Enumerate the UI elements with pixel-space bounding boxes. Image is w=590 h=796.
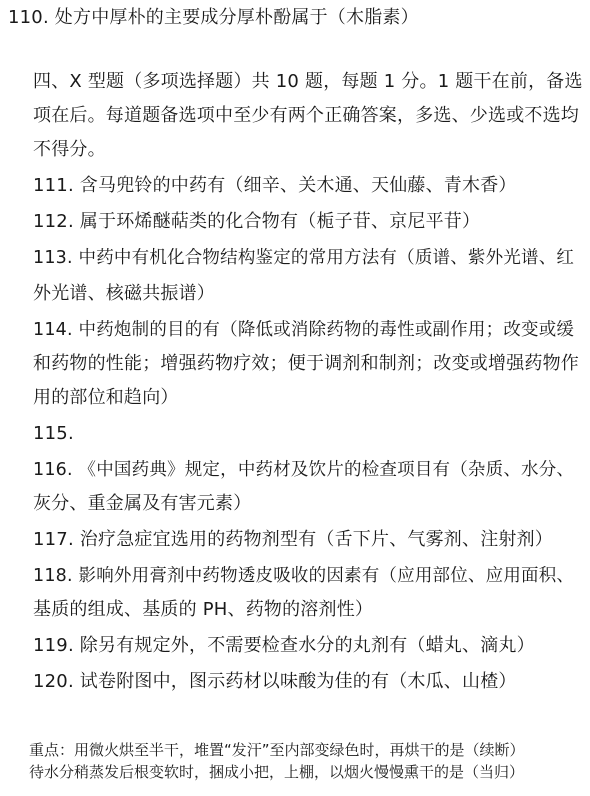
question-116-continued: 灰分、重金属及有害元素）	[33, 493, 252, 514]
question-114: 114. 中药炮制的目的有（降低或消除药物的毒性或副作用；改变或缓	[33, 320, 575, 340]
question-120: 120. 试卷附图中，图示药材以味酸为佳的有（木瓜、山楂）	[33, 671, 517, 692]
question-110: 110. 处方中厚朴的主要成分厚朴酚属于（木脂素）	[8, 7, 419, 28]
question-118: 118. 影响外用膏剂中药物透皮吸收的因素有（应用部位、应用面积、	[33, 566, 575, 586]
key-point-note-2: 待水分稍蒸发后根变软时，捆成小把，上棚，以烟火慢慢熏干的是（当归）	[29, 763, 525, 781]
question-113: 113. 中药中有机化合物结构鉴定的常用方法有（质谱、紫外光谱、红	[33, 248, 575, 268]
question-119: 119. 除另有规定外，不需要检查水分的丸剂有（蜡丸、滴丸）	[33, 635, 535, 656]
question-114-continued-1: 和药物的性能；增强药物疗效；便于调剂和制剂；改变或增强药物作	[33, 353, 579, 374]
key-point-note-1: 重点：用微火烘至半干，堆置“发汗”至内部变绿色时，再烘干的是（续断）	[29, 741, 525, 759]
question-117: 117. 治疗急症宜选用的药物剂型有（舌下片、气雾剂、注射剂）	[33, 529, 553, 550]
section-instructions-line-2: 项在后。每道题备选项中至少有两个正确答案，多选、少选或不选均	[33, 105, 579, 126]
question-112: 112. 属于环烯醚萜类的化合物有（栀子苷、京尼平苷）	[33, 211, 481, 232]
question-116: 116. 《中国药典》规定，中药材及饮片的检查项目有（杂质、水分、	[33, 460, 575, 480]
section-heading-x-type: 四、X 型题（多项选择题）共 10 题，每题 1 分。1 题干在前，备选	[33, 71, 583, 92]
question-115: 115.	[33, 423, 74, 444]
question-111: 111. 含马兜铃的中药有（细辛、关木通、天仙藤、青木香）	[33, 175, 517, 196]
section-instructions-line-3: 不得分。	[33, 139, 106, 160]
question-118-continued: 基质的组成、基质的 PH、药物的溶剂性）	[33, 599, 374, 620]
question-114-continued-2: 用的部位和趋向）	[33, 387, 179, 408]
question-113-continued: 外光谱、核磁共振谱）	[33, 283, 215, 304]
